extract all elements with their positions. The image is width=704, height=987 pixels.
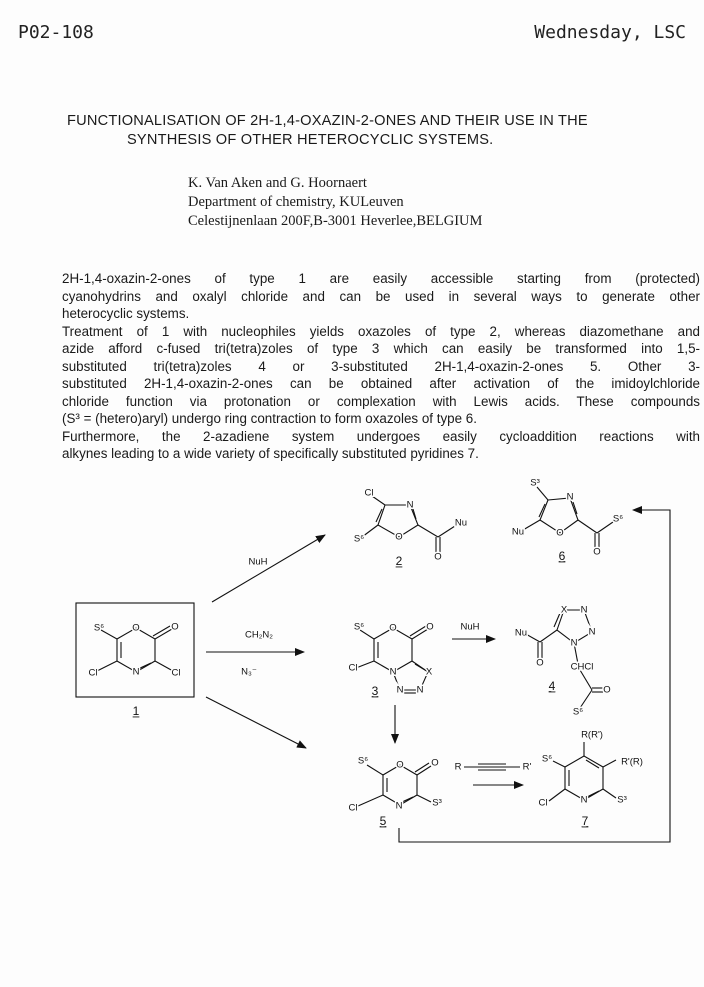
compound-1 — [76, 603, 194, 718]
atom-label: Cl — [364, 487, 374, 499]
atom-label: Nu — [514, 627, 528, 639]
atom-label: N — [580, 794, 588, 806]
atom-label: Cl — [88, 667, 98, 679]
author-department: Department of chemistry, KULeuven — [188, 194, 404, 210]
atom-label: N — [566, 491, 574, 503]
atom-label: Cl — [348, 662, 358, 674]
atom-label: S⁶ — [541, 753, 553, 765]
atom-label: N — [395, 800, 403, 812]
abstract-line: cyanohydrins and oxalyl chloride and can be used in several ways to generate other — [62, 288, 700, 304]
atom-label: S³ — [530, 477, 540, 489]
atom-label: O — [171, 621, 179, 633]
atom-label: R(R') — [581, 729, 603, 741]
atom-label: Cl — [348, 802, 358, 814]
compound-number: 2 — [395, 554, 403, 569]
compound-5 — [349, 756, 442, 829]
atom-label: N — [580, 604, 588, 616]
alkyne-r-prime: R' — [522, 761, 532, 773]
atom-label: N — [132, 666, 140, 678]
abstract-line: chloride function via protonation or complexation with Lewis acids. These compounds — [62, 393, 700, 409]
atom-label: X — [425, 666, 433, 678]
abstract-line: alkynes leading to a wide variety of specifically substituted pyridines 7. — [62, 446, 479, 461]
atom-label: O — [556, 527, 564, 539]
arrow-1-to-5 — [206, 697, 306, 748]
atom-label: N — [588, 626, 596, 638]
compound-number: 4 — [548, 679, 556, 694]
atom-label: Cl — [171, 667, 181, 679]
atom-label: S⁶ — [353, 533, 365, 545]
compound-2 — [354, 488, 467, 569]
atom-label: O — [396, 759, 404, 771]
reagent-azide: N₃⁻ — [241, 666, 257, 678]
atom-label: R'(R) — [621, 756, 643, 768]
compound-number: 6 — [558, 549, 566, 564]
alkyne-reagent — [455, 762, 532, 773]
abstract-line: Treatment of 1 with nucleophiles yields oxazoles of type 2, whereas diazomethane and — [62, 323, 700, 339]
atom-label: S⁶ — [572, 706, 584, 718]
atom-label: O — [395, 531, 403, 543]
session-day: Wednesday, LSC — [534, 22, 686, 43]
abstract-line: substituted 2H-1,4-oxazin-2-ones can be obtained after activation of the imidoylchloride — [62, 376, 700, 391]
atom-label: O — [536, 657, 544, 669]
session-code: P02-108 — [18, 22, 94, 43]
atom-label: S³ — [432, 797, 442, 809]
atom-label: Cl — [538, 797, 548, 809]
compound-3 — [349, 622, 434, 699]
compound-number: 1 — [132, 704, 140, 719]
atom-label: N — [416, 684, 424, 696]
compound-6 — [512, 478, 623, 564]
atom-label: N — [570, 637, 578, 649]
atom-label: X — [560, 604, 568, 616]
compound-number: 5 — [379, 814, 387, 829]
atom-label: S³ — [617, 794, 627, 806]
atom-label: O — [426, 621, 434, 633]
atom-label: O — [389, 622, 397, 634]
atom-label: O — [603, 684, 611, 696]
author-names: K. Van Aken and G. Hoornaert — [188, 175, 367, 191]
atom-label: O — [434, 551, 442, 563]
atom-label: S⁶ — [357, 755, 369, 767]
title-line-1: FUNCTIONALISATION OF 2H-1,4-OXAZIN-2-ONES AND THEIR USE IN THE — [67, 113, 588, 129]
atom-label: Nu — [511, 526, 525, 538]
compound-number: 3 — [371, 684, 379, 699]
abstract-line: 2H-1,4-oxazin-2-ones of type 1 are easily accessible starting from (protected) — [62, 271, 700, 286]
atom-label: N — [396, 684, 404, 696]
abstract-line: azide afford c-fused tri(tetra)zoles of type 3 which can easily be transformed into 1,5- — [62, 341, 700, 356]
atom-label: O — [431, 757, 439, 769]
alkyne-r: R — [454, 761, 462, 773]
atom-label: O — [593, 546, 601, 558]
compound-number: 7 — [581, 814, 589, 829]
abstract-line: heterocyclic systems. — [62, 306, 190, 321]
compound-4 — [515, 605, 611, 718]
compound-7 — [539, 730, 643, 829]
reagent-nuh: NuH — [460, 621, 480, 633]
atom-label: S⁶ — [93, 622, 105, 634]
title-line-2: SYNTHESIS OF OTHER HETEROCYCLIC SYSTEMS. — [127, 132, 494, 148]
author-address: Celestijnenlaan 200F,B-3001 Heverlee,BELGIUM — [188, 213, 483, 229]
atom-label: O — [132, 622, 140, 634]
atom-label: S⁶ — [612, 513, 624, 525]
reagent-nuh: NuH — [248, 556, 268, 568]
abstract-line: (S³ = (hetero)aryl) undergo ring contraction to form oxazoles of type 6. — [62, 411, 477, 426]
abstract-line: Furthermore, the 2-azadiene system undergoes easily cycloaddition reactions with — [62, 428, 700, 444]
reagent-diazomethane: CH₂N₂ — [245, 629, 273, 641]
atom-label: Nu — [454, 517, 468, 529]
arrow-1-to-2 — [212, 535, 325, 602]
abstract-line: substituted tri(tetra)zoles 4 or 3-substituted 2H-1,4-oxazin-2-ones 5. Other 3- — [62, 358, 700, 374]
atom-label: S⁶ — [353, 621, 365, 633]
atom-label: N — [406, 499, 414, 511]
atom-label: N — [389, 666, 397, 678]
atom-label: CHCl — [570, 661, 594, 673]
